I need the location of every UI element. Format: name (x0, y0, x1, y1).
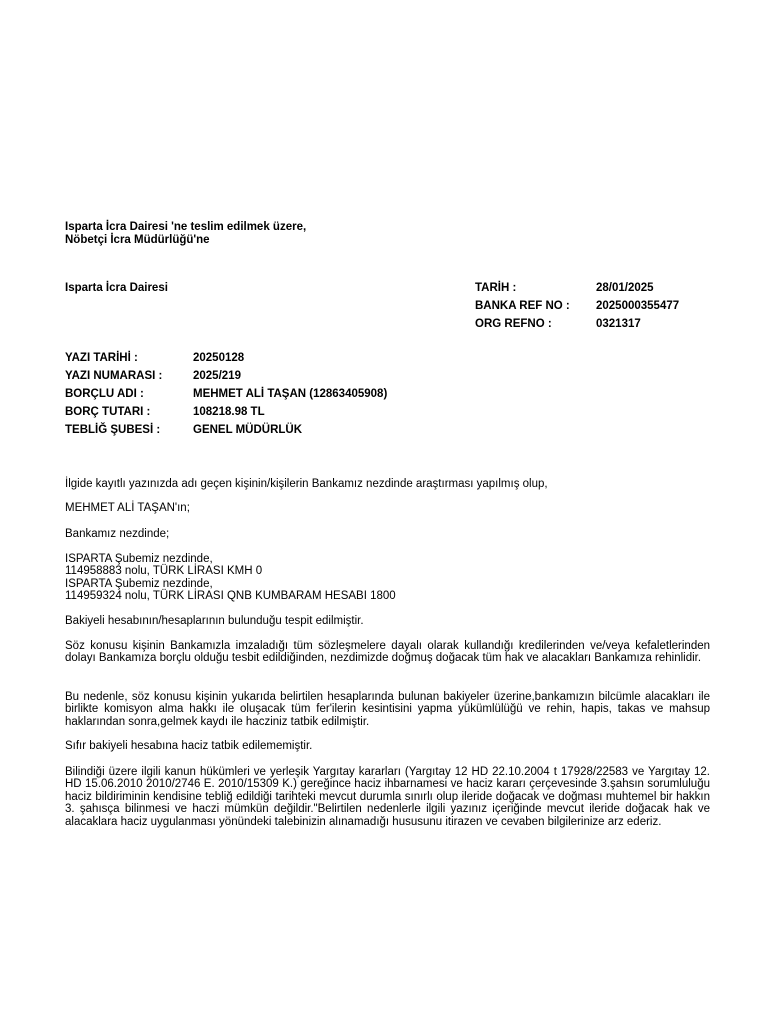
paragraph-debtor: MEHMET ALİ TAŞAN'ın; (65, 502, 190, 514)
date-label: TARİH : (475, 282, 517, 294)
bank-ref-label: BANKA REF NO : (475, 300, 570, 312)
addressee-line-1: Isparta İcra Dairesi 'ne teslim edilmek üzere, (65, 221, 307, 233)
paragraph-bank: Bankamız nezdinde; (65, 528, 170, 540)
account-line: 114958883 nolu, TÜRK LİRASI KMH 0 (65, 565, 263, 578)
paragraph-zero-balance: Sıfır bakiyeli hesabına haciz tatbik edilememiştir. (65, 740, 313, 752)
letter-number-value: 2025/219 (193, 370, 241, 382)
account-line: 114959324 nolu, TÜRK LİRASI QNB KUMBARAM HESABI 1800 (65, 590, 396, 603)
debt-amount-label: BORÇ TUTARI : (65, 406, 151, 418)
paragraph-seizure: Bu nedenle, söz konusu kişinin yukarıda belirtilen hesaplarında bulunan bakiyeler üzerine,bankamızın bilcümle alacakları ile birlikte komisyon alma hakkı ile oluşacak tüm fer'ilerin kesintisini yapma yükümlülüğü ve rehin, hapis, takas ve mahsup haklarından sonra,gelmek kaydı ile hacziniz tatbik edilmiştir. (65, 691, 710, 728)
debt-amount-value: 108218.98 TL (193, 406, 265, 418)
account-line: ISPARTA Şubemiz nezdinde, (65, 577, 213, 590)
bank-ref-value: 2025000355477 (596, 300, 680, 312)
account-list (65, 553, 710, 603)
addressee-block (65, 221, 306, 247)
debtor-name-value: MEHMET ALİ TAŞAN (12863405908) (193, 388, 388, 400)
account-line: ISPARTA Şubemiz nezdinde, (65, 553, 213, 565)
letter-number-label: YAZI NUMARASI : (65, 370, 163, 382)
paragraph-pledge: Söz konusu kişinin Bankamızla imzaladığı tüm sözleşmelere dayalı olarak kullandığı kredilerinden ve/veya kefaletlerinden dolayı Bankamıza borçlu olduğu tesbit edildiğinden, nezdimizde doğmuş doğacak tüm hak ve alacakları Bankamıza rehinlidir. (65, 640, 710, 665)
paragraph-intro: İlgide kayıtlı yazınızda adı geçen kişinin/kişilerin Bankamız nezdinde araştırması yapılmış olup, (65, 478, 548, 490)
letter-date-value: 20250128 (193, 352, 245, 364)
notification-branch-value: GENEL MÜDÜRLÜK (193, 424, 303, 436)
notification-branch-label: TEBLİĞ ŞUBESİ : (65, 424, 161, 436)
org-ref-label: ORG REFNO : (475, 318, 552, 330)
date-value: 28/01/2025 (596, 282, 654, 294)
paragraph-balance-found: Bakiyeli hesabının/hesaplarının bulunduğu tespit edilmiştir. (65, 615, 364, 627)
org-ref-value: 0321317 (596, 318, 641, 330)
paragraph-legal-basis: Bilindiği üzere ilgili kanun hükümleri ve yerleşik Yargıtay kararları (Yargıtay 12 HD 22.10.2004 t 17928/22583 ve Yargıtay 12. HD 15.06.2010 2010/2746 E. 2010/15309 K.) gereğince haciz ihbarnamesi ve haciz kararı çerçevesinde 3.şahsın sorumluluğu haciz bildiriminin kendisine tebliğ edildiği tarihteki mevcut durumla sınırlı olup ileride doğacak ve doğması muhtemel bir hakkın 3. şahısça bilinmesi ve haczi mümkün değildir."Belirtilen nedenlerle ilgili yazınız içeriğinde mevcut ileride doğacak hak ve alacaklara haciz uygulanması yönündeki talebinizin alınamadığı hususunu itirazen ve cevaben bilgilerinize arz ederiz. (65, 766, 710, 828)
debtor-name-label: BORÇLU ADI : (65, 388, 144, 400)
letter-date-label: YAZI TARİHİ : (65, 352, 138, 364)
addressee-line-2: Nöbetçi İcra Müdürlüğü'ne (65, 234, 210, 246)
recipient-office: Isparta İcra Dairesi (65, 282, 168, 294)
